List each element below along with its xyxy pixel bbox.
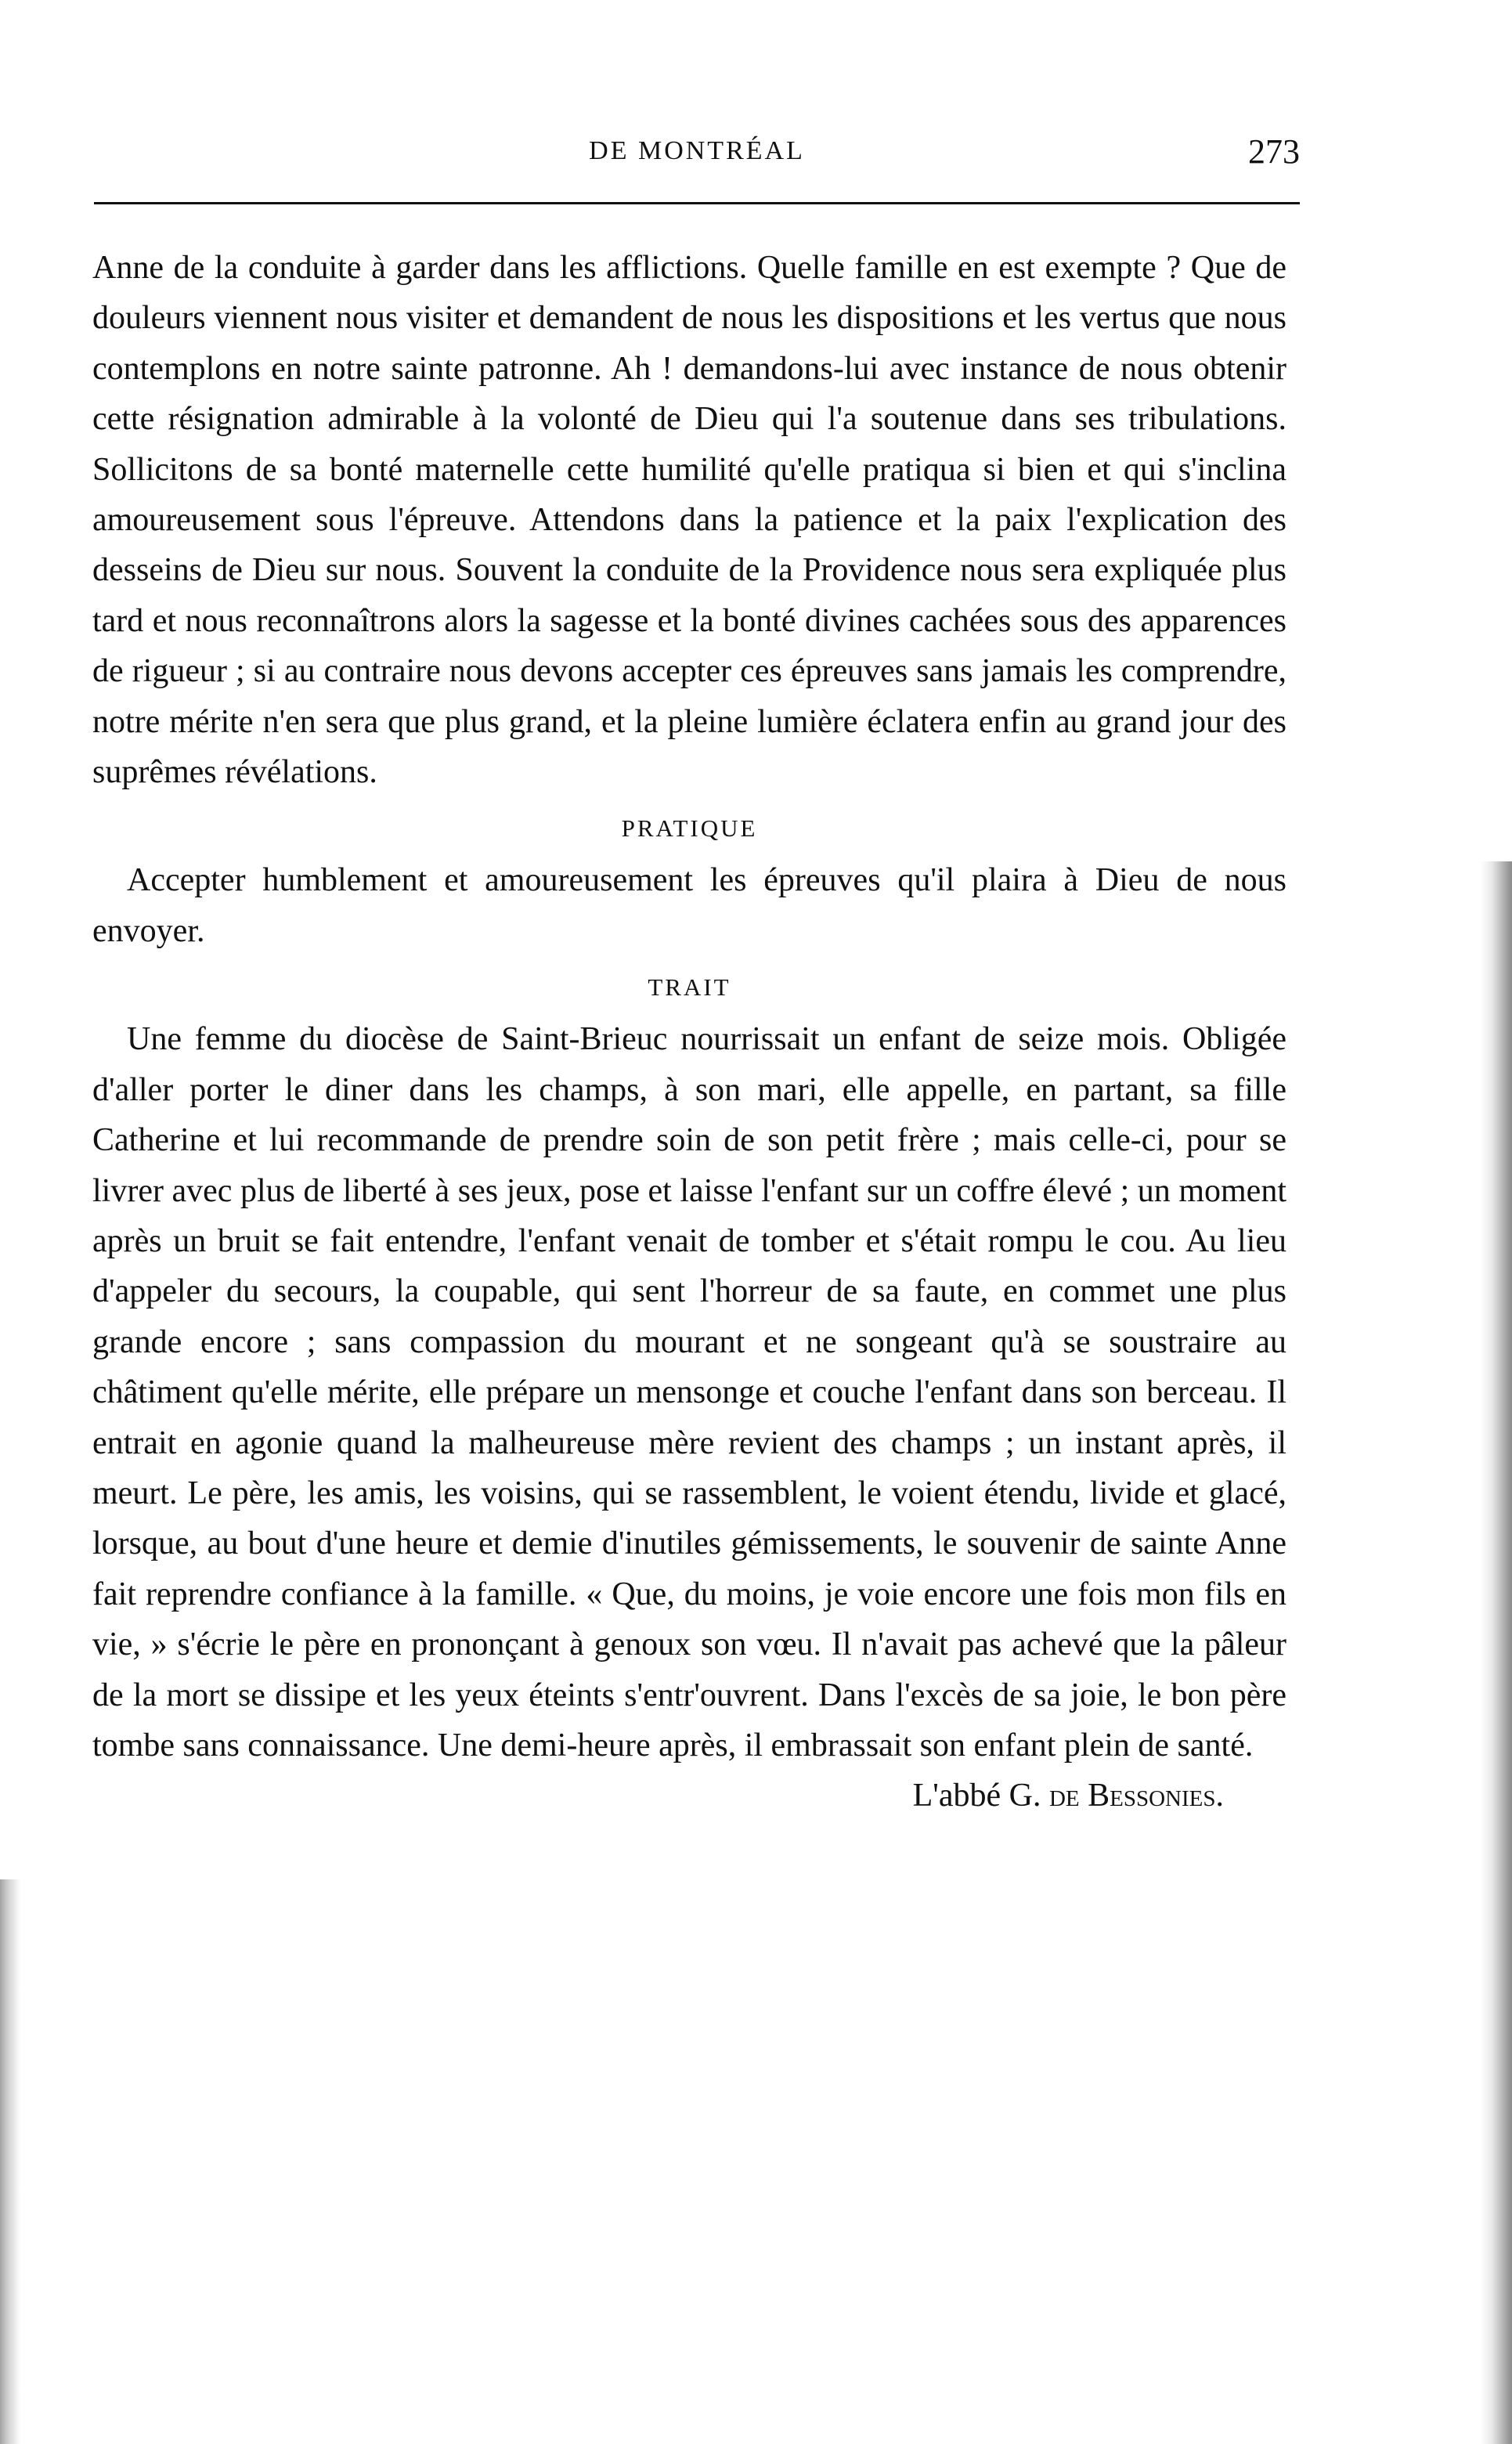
- header-rule: [94, 202, 1300, 204]
- paragraph-trait: Une femme du diocèse de Saint-Brieuc nourrissait un enfant de seize mois. Obligée d'aller porter le diner dans les champs, à son mari, elle appelle, en partant, sa fille Catherine et lui recommande de prendre soin de son petit frère ; mais celle-ci, pour se livrer avec plus de liberté à ses jeux, pose et laisse l'enfant sur un coffre élevé ; un moment après un bruit se fait entendre, l'enfant venait de tomber et s'était rompu le cou. Au lieu d'appeler du secours, la coupable, qui sent l'horreur de sa faute, en commet une plus grande encore ; sans compassion du mourant et ne songeant qu'à se soustraire au châtiment qu'elle mérite, elle prépare un mensonge et couche l'enfant dans son berceau. Il entrait en agonie quand la malheureuse mère revient des champs ; un instant après, il meurt. Le père, les amis, les voisins, qui se rassemblent, le voient étendu, livide et glacé, lorsque, au bout d'une heure et demie d'inutiles gémissements, le souvenir de sainte Anne fait reprendre confiance à la famille. « Que, du moins, je voie encore une fois mon fils en vie, » s'écrie le père en prononçant à genoux son vœu. Il n'avait pas achevé que la pâleur de la mort se dissipe et les yeux éteints s'entr'ouvrent. Dans l'excès de sa joie, le bon père tombe sans connaissance. Une demi-heure après, il embrassait son enfant plein de santé.: [92, 1021, 1286, 1764]
- page-header: [94, 132, 1300, 186]
- paragraph-pratique: Accepter humblement et amoureusement les épreuves qu'il plaira à Dieu de nous envoyer.: [92, 862, 1286, 949]
- signature-prefix: L'abbé G.: [912, 1778, 1049, 1814]
- page-edge-shadow: [1481, 861, 1512, 2444]
- page-number: 273: [1248, 132, 1300, 171]
- paragraph-meditation: Anne de la conduite à garder dans les afflictions. Quelle famille en est exempte ? Que de douleurs viennent nous visiter et demandent de nous les dispositions et les vertus que nous contemplons en notre sainte patronne. Ah ! demandons-lui avec instance de nous obtenir cette résignation admirable à la volonté de Dieu qui l'a soutenue dans ses tribulations. Sollicitons de sa bonté maternelle cette humilité qu'elle pratiqua si bien et qui s'inclina amoureusement sous l'épreuve. Attendons dans la patience et la paix l'explication des desseins de Dieu sur nous. Souvent la conduite de la Providence nous sera expliquée plus tard et nous reconnaîtrons alors la sagesse et la bonté divines cachées sous des apparences de rigueur ; si au contraire nous devons accepter ces épreuves sans jamais les comprendre, notre mérite n'en sera que plus grand, et la pleine lumière éclatera enfin au grand jour des suprêmes révélations.: [92, 250, 1286, 791]
- body-text: [92, 243, 1286, 1821]
- page-edge-shadow-left: [0, 1879, 20, 2444]
- running-head: DE MONTRÉAL: [589, 136, 805, 165]
- author-signature: [92, 1771, 1286, 1821]
- section-heading-pratique: PRATIQUE: [621, 814, 758, 843]
- section-heading-trait: TRAIT: [648, 973, 731, 1002]
- signature-name: de Bessonies.: [1048, 1778, 1224, 1814]
